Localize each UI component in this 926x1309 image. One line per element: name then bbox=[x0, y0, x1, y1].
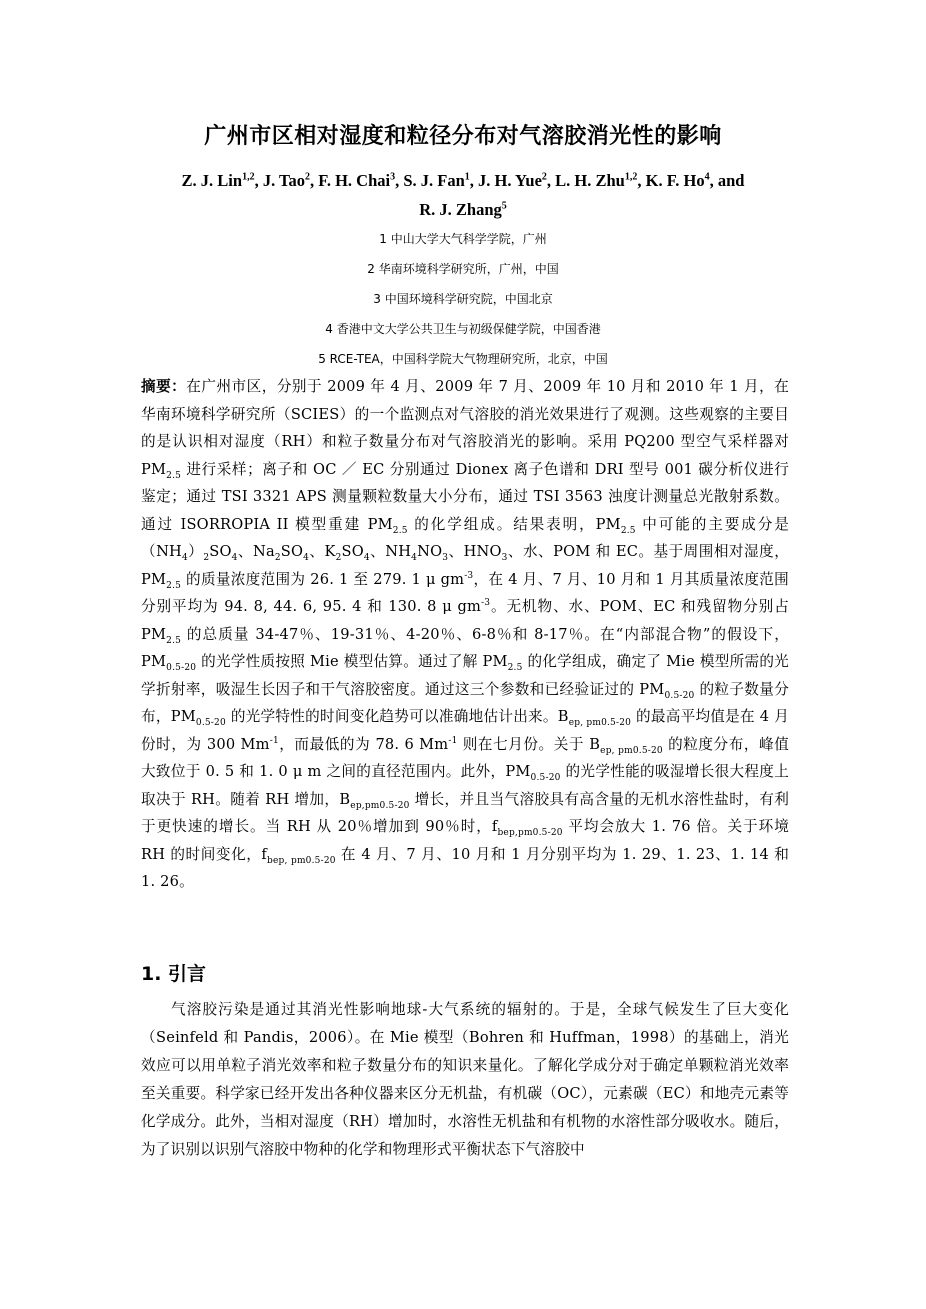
subscript: ep, pm0.5-20 bbox=[600, 745, 663, 756]
abstract-text: 的光学特性的时间变化趋势可以准确地估计出来。B bbox=[225, 708, 569, 725]
author-affiliation-mark: 2 bbox=[305, 171, 311, 183]
abstract-text: 、NH bbox=[369, 543, 412, 560]
author-name: R. J. Zhang bbox=[419, 200, 502, 219]
abstract-text: 增长，并且当气溶胶具有高含量的无机水溶性盐时，有利于更快速的增长。当 RH 从 20％增加到 90％时，f bbox=[141, 790, 789, 835]
abstract-text: 则在七月份。关于 B bbox=[457, 735, 601, 753]
author-name: J. Tao bbox=[262, 171, 306, 190]
affiliation-5: 5 RCE-TEA，中国科学院大气物理研究所，北京，中国 bbox=[318, 352, 608, 366]
superscript: -3 bbox=[481, 598, 491, 609]
subscript: 4 bbox=[411, 552, 418, 563]
abstract-text: 、K bbox=[309, 543, 336, 560]
abstract-text: 、HNO bbox=[448, 543, 502, 560]
subscript: 4 bbox=[182, 552, 188, 563]
abstract-text: 的最高平均值是在 4 月份时，为 300 Mm bbox=[141, 708, 789, 753]
affiliation-4: 4 香港中文大学公共卫生与初级保健学院，中国香港 bbox=[325, 322, 601, 336]
subscript: 2 bbox=[335, 552, 342, 563]
abstract-text: SO bbox=[209, 543, 232, 560]
abstract-text: 在广州市区，分别于 2009 年 4 月、2009 年 7 月、2009 年 10 月和 2010 年 1 月，在华南环境科学研究所（SCIES）的一个监测点对气溶胶的消光效果进行了观测。这些观察的主要目的是认识相对湿度（RH）和粒子数量分布对气溶胶消光的影响。采用 PQ200 型空气采样器对 PM bbox=[141, 378, 789, 478]
abstract-text: 的光学性质按照 Mie 模型估算。通过了解 PM bbox=[196, 653, 508, 670]
subscript: 2.5 bbox=[166, 580, 182, 591]
abstract-text: SO bbox=[280, 543, 304, 560]
abstract-text: SO bbox=[341, 543, 364, 560]
subscript: 0.5-20 bbox=[664, 690, 695, 701]
subscript: 2 bbox=[274, 552, 281, 563]
subscript: 2.5 bbox=[392, 525, 408, 536]
subscript: bep, pm0.5-20 bbox=[267, 855, 336, 866]
subscript: 4 bbox=[303, 552, 310, 563]
subscript: 0.5-20 bbox=[195, 717, 226, 728]
abstract-text: 进行采样；离子和 OC ／ EC 分别通过 Dionex 离子色谱和 DRI 型号 001 碳分析仪进行鉴定；通过 TSI 3321 APS 测量颗粒数量大小分布，通过 TSI 3563 浊度计测量总光散射系数。通过 ISORROPIA II 模型重建 PM bbox=[141, 460, 789, 533]
abstract-text: 的总质量 34-47％、19-31％、4-20％、6-8％和 8-17％。在“内部混合物”的假设下，PM bbox=[141, 625, 789, 670]
abstract-text: 。无机物、水、POM、EC 和残留物分别占 PM bbox=[141, 598, 789, 643]
author-affiliation-mark: 1,2 bbox=[624, 171, 638, 183]
superscript: -1 bbox=[448, 735, 458, 746]
affiliation-3: 3 中国环境科学研究院，中国北京 bbox=[373, 292, 553, 306]
abstract-text: 、水、POM 和 EC。基于周围相对湿度，PM bbox=[141, 543, 789, 588]
abstract-text: 的粒度分布，峰值大致位于 0. 5 和 1. 0 μ m 之间的直径范围内。此外，PM bbox=[141, 735, 790, 780]
author-affiliation-mark: 3 bbox=[390, 171, 396, 183]
subscript: 3 bbox=[501, 552, 508, 563]
abstract-text: 的光学性能的吸湿增长很大程度上取决于 RH。随着 RH 增加，B bbox=[141, 763, 790, 808]
section-heading-introduction: 1. 引言 bbox=[141, 963, 207, 985]
author-list: Z. J. Lin$^{1,2}$, J. Tao$^2$, F. H. Chai$^3$, S. J. Fan$^1$, J. H. Yue$^2$, L. H. Zhu$^{1,2}$, K. F. Ho$^4$, and R. J. Zhang$^5$ bbox=[181, 171, 745, 219]
superscript: -3 bbox=[464, 570, 474, 581]
subscript: ep, pm0.5-20 bbox=[568, 717, 632, 728]
author-name: J. H. Yue bbox=[478, 171, 542, 190]
subscript: 4 bbox=[363, 552, 370, 563]
subscript: 2.5 bbox=[166, 470, 182, 481]
abstract-text: 平均会放大 1. 76 倍。关于环境 RH 的时间变化，f bbox=[141, 818, 789, 863]
author-affiliation-mark: 5 bbox=[501, 200, 507, 212]
subscript: 2.5 bbox=[166, 635, 182, 646]
subscript: 2.5 bbox=[507, 662, 523, 673]
paper-title: 广州市区相对湿度和粒径分布对气溶胶消光性的影响 bbox=[204, 124, 722, 149]
subscript: ep,pm0.5-20 bbox=[350, 800, 410, 811]
author-affiliation-mark: 1 bbox=[464, 171, 470, 183]
subscript: bep,pm0.5-20 bbox=[497, 827, 563, 838]
affiliation-1: 1 中山大学大气科学学院，广州 bbox=[379, 232, 547, 246]
author-name: F. H. Chai bbox=[318, 171, 391, 190]
introduction-paragraph: 气溶胶污染是通过其消光性影响地球-大气系统的辐射的。于是，全球气候发生了巨大变化（Seinfeld 和 Pandis，2006）。在 Mie 模型（Bohren 和 Huffman，1998）的基础上，消光效应可以用单粒子消光效率和粒子数量分布的知识来量化。了解化学成分对于确定单颗粒消光效率至关重要。科学家已经开发出各种仪器来区分无机盐，有机碳（OC），元素碳（EC）和地壳元素等化学成分。此外，当相对湿度（RH）增加时，水溶性无机盐和有机物的水溶性部分吸收水。随后，为了识别以识别气溶胶中物种的化学和物理形式平衡状态下气溶胶中 bbox=[141, 1001, 789, 1158]
abstract-text: 的化学组成，确定了 Mie 模型所需的光学折射率，吸湿生长因子和干气溶胶密度。通过这三个参数和已经验证过的 PM bbox=[141, 653, 789, 698]
abstract-text: NO bbox=[417, 543, 443, 560]
author-affiliation-mark: 4 bbox=[704, 171, 710, 183]
affiliation-2: 2 华南环境科学研究所，广州，中国 bbox=[367, 262, 559, 276]
subscript: 3 bbox=[442, 552, 449, 563]
abstract-text: 中可能的主要成分是（NH bbox=[141, 515, 789, 560]
superscript: -1 bbox=[269, 735, 279, 746]
abstract-text: 的质量浓度范围为 26. 1 至 279. 1 μ gm bbox=[181, 570, 465, 588]
author-name: K. F. Ho bbox=[645, 171, 705, 190]
author-affiliation-mark: 1,2 bbox=[242, 171, 255, 183]
subscript: 2.5 bbox=[620, 525, 636, 536]
subscript: 0.5-20 bbox=[530, 772, 561, 783]
abstract-text: 、Na bbox=[237, 543, 275, 560]
subscript: 0.5-20 bbox=[166, 662, 197, 673]
author-affiliation-mark: 2 bbox=[541, 171, 547, 183]
author-name: Z. J. Lin bbox=[181, 171, 243, 190]
abstract-text: 在 4 月、7 月、10 月和 1 月分别平均为 1. 29、1. 23、1. 14 和 1. 26。 bbox=[141, 845, 789, 890]
author-name: L. H. Zhu bbox=[555, 171, 625, 190]
abstract bbox=[141, 373, 789, 896]
abstract-text: 的粒子数量分布，PM bbox=[141, 680, 789, 725]
author-conjunction: and bbox=[717, 171, 745, 190]
abstract-text: ） bbox=[187, 543, 204, 560]
abstract-label: 摘要： bbox=[141, 378, 187, 395]
abstract-text: ，而最低的为 78. 6 Mm bbox=[278, 735, 449, 753]
abstract-text: 的化学组成。结果表明，PM bbox=[407, 515, 621, 533]
subscript: 2 bbox=[203, 552, 210, 563]
abstract-text: ，在 4 月、7 月、10 月和 1 月其质量浓度范围分别平均为 94. 8, 44. 6, 95. 4 和 130. 8 μ gm bbox=[141, 570, 789, 615]
subscript: 4 bbox=[231, 552, 238, 563]
author-name: S. J. Fan bbox=[403, 171, 465, 190]
